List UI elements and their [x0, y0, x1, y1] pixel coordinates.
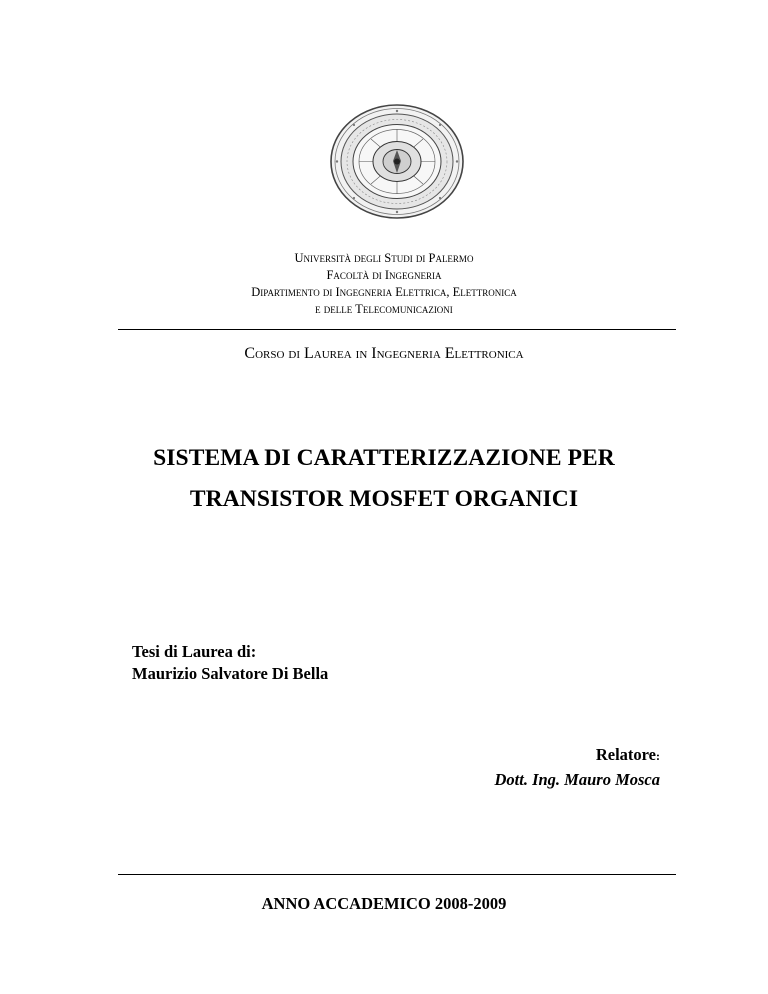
advisor-colon: :	[656, 749, 660, 763]
course-name: Corso di Laurea in Ingegneria Elettronica	[244, 345, 524, 362]
top-divider	[118, 329, 676, 330]
academic-year: ANNO ACCADEMICO 2008-2009	[261, 894, 507, 913]
thesis-author-block	[132, 641, 328, 685]
advisor-name: Dott. Ing. Mauro Mosca	[494, 770, 660, 789]
thesis-title-line1: SISTEMA DI CARATTERIZZAZIONE PER	[153, 445, 615, 471]
thesis-author-name: Maurizio Salvatore Di Bella	[132, 664, 329, 683]
advisor-label: Relatore	[595, 745, 656, 764]
institution-header	[0, 250, 768, 318]
thesis-author-label: Tesi di Laurea di:	[132, 642, 257, 661]
advisor-block	[495, 743, 661, 792]
faculty-name: Facoltà di Ingegneria	[326, 268, 442, 282]
university-name: Università degli Studi di Palermo	[294, 251, 474, 265]
university-seal-icon	[329, 103, 465, 220]
department-name-line1: Dipartimento di Ingegneria Elettrica, Elettronica	[251, 285, 517, 299]
department-name-line2: e delle Telecomunicazioni	[315, 302, 453, 316]
thesis-title-line2: TRANSISTOR MOSFET ORGANICI	[189, 486, 579, 512]
bottom-divider	[118, 874, 676, 875]
